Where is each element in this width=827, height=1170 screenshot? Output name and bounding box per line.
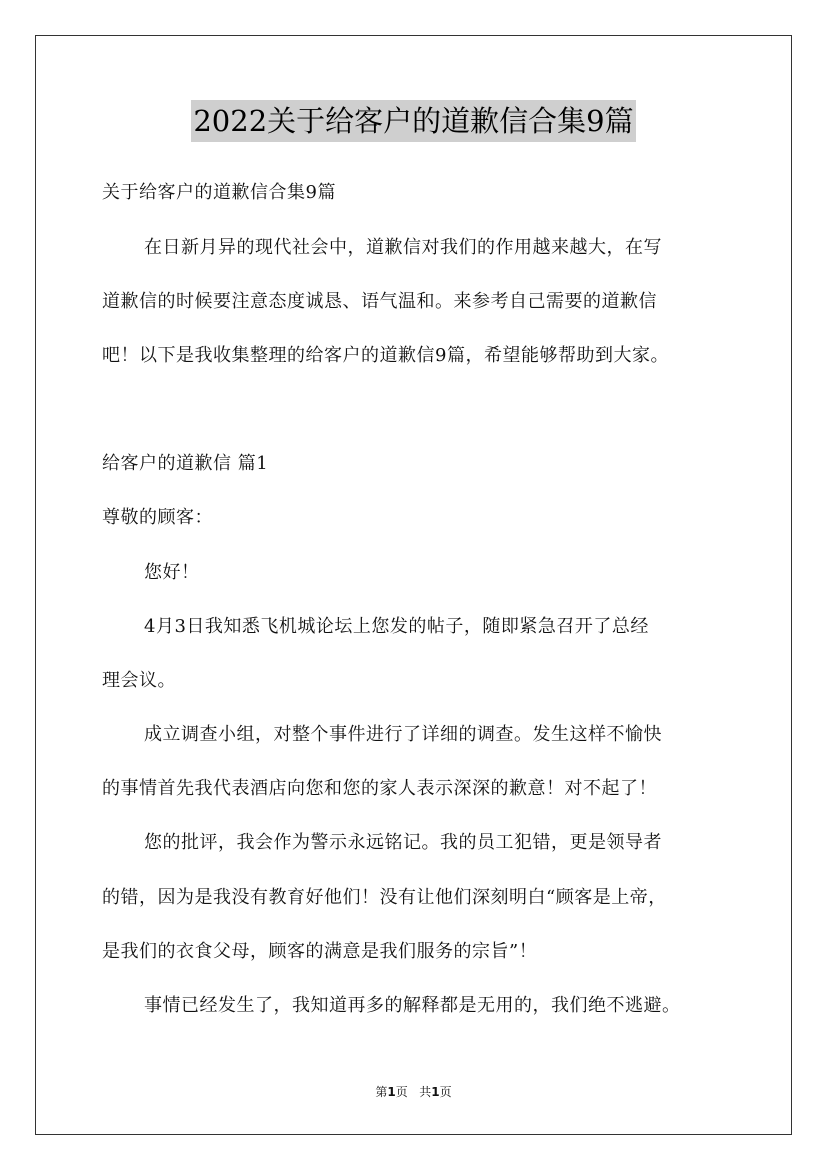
body-line-7: 是我们的衣食父母，顾客的满意是我们服务的宗旨”！ — [102, 941, 538, 962]
body-line-3: 成立调查小组，对整个事件进行了详细的调查。发生这样不愉快 — [144, 724, 662, 745]
body-line-1: 4月3日我知悉飞机城论坛上您发的帖子，随即紧急召开了总经 — [144, 616, 649, 637]
page-suffix: 页 — [395, 1085, 408, 1099]
document-subtitle: 关于给客户的道歉信合集9篇 — [102, 182, 336, 203]
page-number: 1 — [387, 1085, 396, 1099]
total-number: 1 — [431, 1085, 440, 1099]
total-prefix: 共 — [419, 1085, 432, 1099]
body-line-5: 您的批评，我会作为警示永远铭记。我的员工犯错，更是领导者 — [144, 832, 662, 853]
intro-line-3: 吧！以下是我收集整理的给客户的道歉信9篇，希望能够帮助到大家。 — [102, 345, 669, 366]
page-footer — [0, 1083, 827, 1101]
page-prefix: 第 — [375, 1085, 388, 1099]
body-line-8: 事情已经发生了，我知道再多的解释都是无用的，我们绝不逃避。 — [144, 995, 681, 1016]
intro-line-1: 在日新月异的现代社会中，道歉信对我们的作用越来越大，在写 — [144, 237, 662, 258]
intro-line-2: 道歉信的时候要注意态度诚恳、语气温和。来参考自己需要的道歉信 — [102, 291, 657, 312]
document-title: 2022关于给客户的道歉信合集9篇 — [191, 100, 635, 142]
section-heading: 给客户的道歉信 篇1 — [102, 453, 269, 474]
body-line-2: 理会议。 — [102, 670, 176, 691]
body-line-4: 的事情首先我代表酒店向您和您的家人表示深深的歉意！对不起了！ — [102, 778, 657, 799]
greeting: 您好！ — [144, 562, 200, 583]
salutation: 尊敬的顾客： — [102, 507, 213, 528]
total-suffix: 页 — [439, 1085, 452, 1099]
body-line-6: 的错，因为是我没有教育好他们！没有让他们深刻明白“顾客是上帝， — [102, 887, 667, 908]
title-container — [0, 100, 827, 142]
